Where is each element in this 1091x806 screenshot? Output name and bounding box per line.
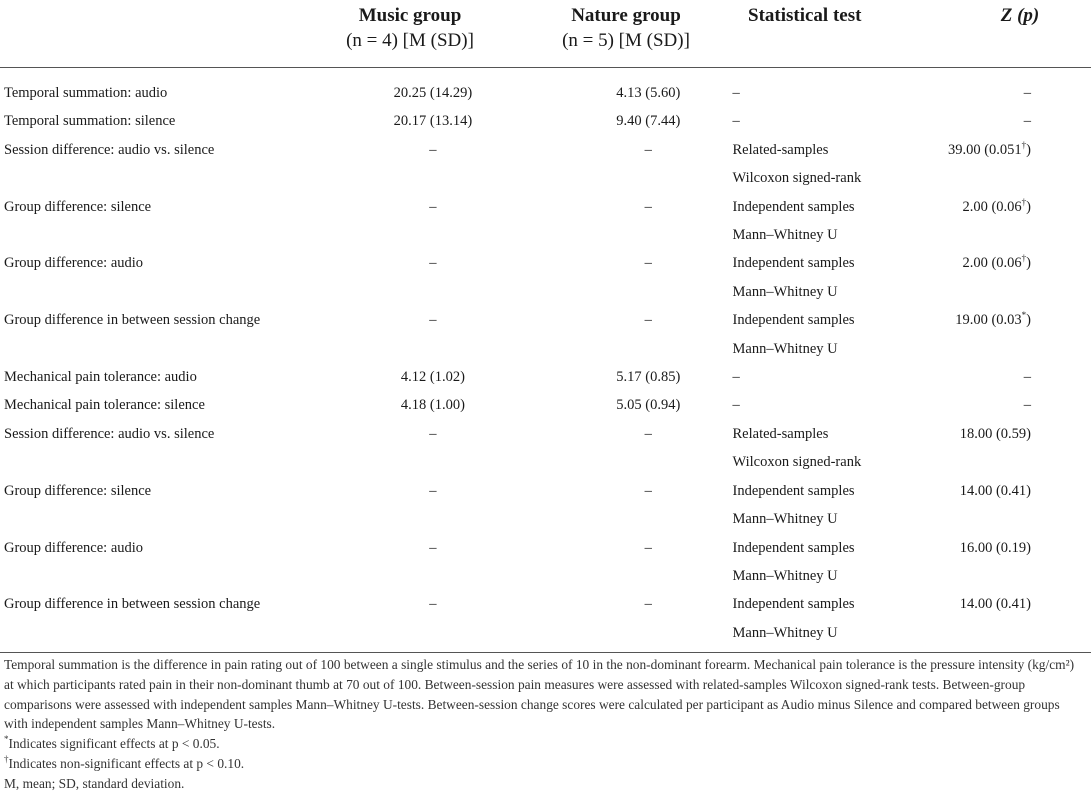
nature-group-header bbox=[516, 3, 736, 53]
test-line1: Related-samples bbox=[732, 141, 829, 158]
statistical-test bbox=[733, 391, 948, 419]
nature-value: – bbox=[644, 255, 652, 272]
test-line2: Mann–Whitney U bbox=[732, 624, 838, 641]
nature-value: – bbox=[644, 425, 652, 442]
nature-value: 9.40 (7.44) bbox=[616, 113, 681, 130]
z-p-value: 2.00 (0.06†) bbox=[962, 253, 1031, 272]
row-label: Group difference: audio bbox=[4, 255, 144, 272]
table-row bbox=[0, 136, 1091, 193]
music-value: – bbox=[429, 141, 437, 158]
row-label: Temporal summation: silence bbox=[4, 113, 176, 130]
music-header-line1: Music group bbox=[358, 5, 462, 26]
music-value: – bbox=[429, 425, 437, 442]
z-p-value: 19.00 (0.03*) bbox=[955, 310, 1031, 329]
nature-value: 5.05 (0.94) bbox=[616, 397, 681, 414]
statistical-test bbox=[733, 107, 948, 135]
data-table bbox=[0, 79, 1091, 647]
test-line1: Independent samples bbox=[732, 596, 855, 613]
table-row bbox=[0, 590, 1091, 647]
table-row bbox=[0, 193, 1091, 250]
test-line1: – bbox=[732, 397, 740, 414]
test-line1: Independent samples bbox=[732, 255, 855, 272]
z-p-value: 18.00 (0.59) bbox=[959, 425, 1031, 442]
test-line1: – bbox=[732, 85, 740, 101]
test-line2: Mann–Whitney U bbox=[732, 227, 838, 244]
table-notes bbox=[4, 655, 1086, 794]
test-line1: – bbox=[732, 369, 740, 386]
significance-mark: † bbox=[1021, 196, 1027, 207]
test-line1: Independent samples bbox=[732, 312, 855, 329]
music-header-line2: (n = 4) [M (SD)] bbox=[346, 30, 474, 51]
row-label: Group difference: audio bbox=[4, 539, 144, 556]
statistical-test bbox=[733, 249, 948, 306]
music-value: – bbox=[429, 482, 437, 499]
test-line1: Related-samples bbox=[732, 425, 829, 442]
z-p-value: – bbox=[1023, 369, 1031, 386]
table-row bbox=[0, 363, 1091, 391]
nature-value: – bbox=[644, 539, 652, 556]
z-p-value: 2.00 (0.06†) bbox=[962, 196, 1031, 215]
test-line2: Wilcoxon signed-rank bbox=[732, 454, 862, 471]
statistical-test bbox=[733, 193, 948, 250]
nature-value: – bbox=[644, 198, 652, 215]
row-label: Mechanical pain tolerance: audio bbox=[4, 369, 197, 386]
dagger-footnote: †Indicates non-significant effects at p < 0.10. bbox=[4, 753, 245, 771]
statistical-test bbox=[733, 79, 948, 107]
z-p-header: Z (p) bbox=[1000, 5, 1040, 26]
significance-mark: † bbox=[1021, 139, 1027, 150]
statistical-test bbox=[733, 590, 948, 647]
music-group-header bbox=[300, 3, 520, 53]
z-p-value: 14.00 (0.41) bbox=[959, 482, 1031, 499]
z-p-value: 16.00 (0.19) bbox=[959, 539, 1031, 556]
row-label: Temporal summation: audio bbox=[4, 85, 168, 101]
table-row bbox=[0, 306, 1091, 363]
test-line1: Independent samples bbox=[732, 482, 855, 499]
table-row bbox=[0, 477, 1091, 534]
nature-header-line1: Nature group bbox=[571, 5, 681, 26]
nature-value: – bbox=[644, 482, 652, 499]
row-label: Session difference: audio vs. silence bbox=[4, 425, 215, 442]
statistical-test bbox=[733, 477, 948, 534]
table-header bbox=[0, 0, 1091, 64]
nature-value: 4.13 (5.60) bbox=[616, 85, 681, 101]
row-label: Group difference: silence bbox=[4, 482, 152, 499]
notes-main: Temporal summation is the difference in pain rating out of 100 between a single stimulus and the series of 10 in the non-dominant forearm. Mechanical pain tolerance is the pressure intensity (kg/cm²) at which participants rated pain in their non-dominant thumb at 70 out of 100. Between-session pain measures were assessed with related-samples Wilcoxon signed-rank tests. Between-group comparisons were assessed with independent samples Mann–Whitney U-tests. Between-session change scores were calculated per participant as Audio minus Silence and compared between groups with independent samples Mann–Whitney U-tests. bbox=[4, 657, 1075, 732]
test-line2: Mann–Whitney U bbox=[732, 567, 838, 584]
statistical-test bbox=[733, 306, 948, 363]
statistical-test bbox=[733, 420, 948, 477]
significance-mark: † bbox=[1021, 253, 1027, 264]
z-p-value: 14.00 (0.41) bbox=[959, 596, 1031, 613]
music-value: 20.17 (13.14) bbox=[393, 113, 473, 130]
test-line2: Mann–Whitney U bbox=[732, 283, 838, 300]
nature-header-line2: (n = 5) [M (SD)] bbox=[562, 30, 690, 51]
music-value: – bbox=[429, 539, 437, 556]
music-value: – bbox=[429, 312, 437, 329]
z-p-value: 39.00 (0.051†) bbox=[947, 139, 1031, 158]
music-value: – bbox=[429, 255, 437, 272]
z-p-value: – bbox=[1023, 85, 1031, 101]
table-row bbox=[0, 79, 1091, 107]
statistical-test bbox=[733, 136, 948, 193]
statistical-test bbox=[733, 363, 948, 391]
nature-value: – bbox=[644, 141, 652, 158]
test-line1: Independent samples bbox=[732, 539, 855, 556]
music-value: 20.25 (14.29) bbox=[393, 85, 473, 101]
table-row bbox=[0, 391, 1091, 419]
row-label: Mechanical pain tolerance: silence bbox=[4, 397, 205, 414]
abbreviations-note: M, mean; SD, standard deviation. bbox=[4, 775, 185, 791]
z-p-value: – bbox=[1023, 397, 1031, 414]
music-value: 4.18 (1.00) bbox=[400, 397, 465, 414]
music-value: – bbox=[429, 198, 437, 215]
test-line1: – bbox=[732, 113, 740, 130]
test-line2: Wilcoxon signed-rank bbox=[732, 170, 862, 187]
table-row bbox=[0, 420, 1091, 477]
row-label: Group difference: silence bbox=[4, 198, 152, 215]
test-line2: Mann–Whitney U bbox=[732, 340, 838, 357]
row-label: Session difference: audio vs. silence bbox=[4, 141, 215, 158]
z-p-value: – bbox=[1023, 113, 1031, 130]
nature-value: 5.17 (0.85) bbox=[616, 369, 681, 386]
table-row bbox=[0, 249, 1091, 306]
statistical-test-header: Statistical test bbox=[748, 5, 862, 26]
statistical-test bbox=[733, 534, 948, 591]
music-value: 4.12 (1.02) bbox=[400, 369, 465, 386]
header-rule bbox=[0, 67, 1091, 68]
nature-value: – bbox=[644, 312, 652, 329]
test-line2: Mann–Whitney U bbox=[732, 511, 838, 528]
music-value: – bbox=[429, 596, 437, 613]
row-label: Group difference in between session change bbox=[4, 596, 261, 613]
asterisk-footnote: *Indicates significant effects at p < 0.05. bbox=[4, 734, 220, 752]
nature-value: – bbox=[644, 596, 652, 613]
table-row bbox=[0, 534, 1091, 591]
row-label: Group difference in between session change bbox=[4, 312, 261, 329]
bottom-rule bbox=[0, 652, 1091, 653]
significance-mark: * bbox=[1021, 310, 1027, 321]
test-line1: Independent samples bbox=[732, 198, 855, 215]
table-row bbox=[0, 107, 1091, 135]
